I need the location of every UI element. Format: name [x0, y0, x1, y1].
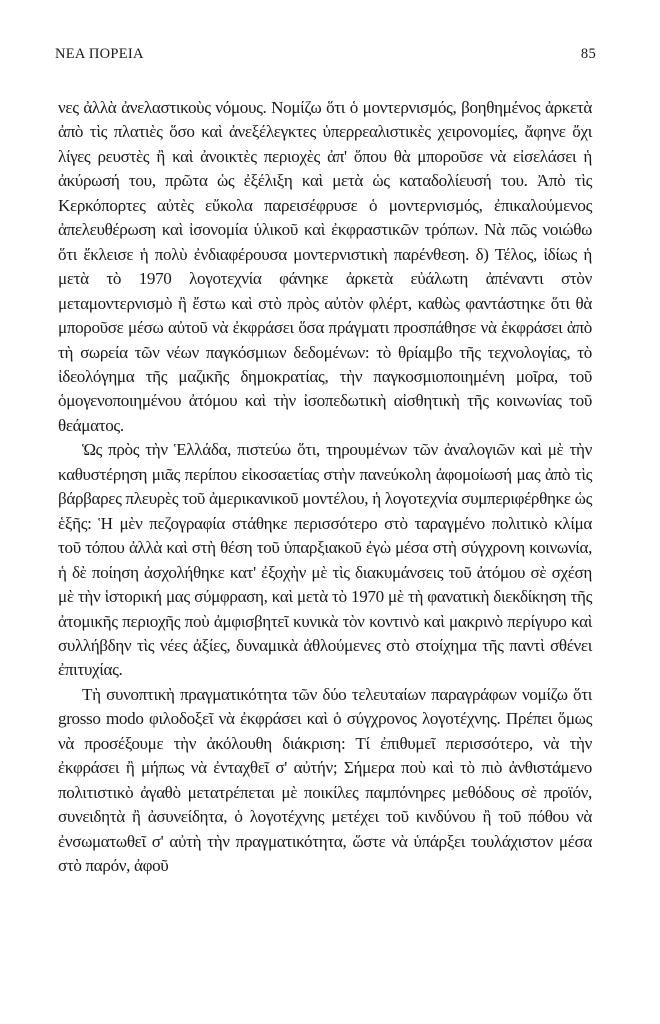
- page-number: 85: [580, 46, 596, 62]
- paragraph-continued: νες ἀλλὰ ἀνελαστικοὺς νόμους. Νομίζω ὅτι ὁ μοντερνισμός, βοηθημένος ἀρκετὰ ἀπὸ τὶς πλατιὲς ὅσο καὶ ἀνεξέλεγκτες ὑπερρεαλιστικὲς χειρονομίες, ἄφηνε ὄχι λίγες ρευστὲς ἢ καὶ ἀνοικτὲς περιοχὲς ἀπ' ὅπου θὰ μποροῦσε νὰ εἰσελάσει ἡ ἀκύρωσή του, πρῶτα ὡς ἐξέλιξη καὶ μετὰ ὡς καταδολίευσή του. Ἀπὸ τὶς Κερκόπορτες αὐτὲς εὔκολα παρεισέφρυσε ὁ μοντερνισμός, ἐπικαλούμενος ἀπελευθέρωση καὶ ἰσονομία ὑλικοῦ καὶ ἐκφραστικῶν τρόπων. Νὰ πῶς νοιώθω ὅτι ἔκλεισε ἡ πολὺ ἐνδιαφέρουσα μοντερνιστικὴ παρένθεση. δ) Τέλος, ἰδίως ἡ μετὰ τὸ 1970 λογοτεχνία φάνηκε ἀρκετὰ εὐάλωτη ἀπέναντι στὸν μεταμοντερνισμὸ ἢ ἔστω καὶ στὸ πρὸς αὐτὸν φλέρτ, καθὼς φαντάστηκε ὅτι θὰ μποροῦσε μέσω αὐτοῦ νὰ ἐκφράσει ὅσα πράγματι προσπάθησε νὰ ἐκφράσει ἀπὸ τὴ σωρεία τῶν νέων παγκόσμιων δεδομένων: τὸ θρίαμβο τῆς τεχνολογίας, τὸ ἰδεολόγημα τῆς μαζικῆς δημοκρατίας, τὴν παγκοσμιοποιημένη μοῖρα, τοῦ ὁμογενοποιημένου ἀτόμου καὶ τὴν ἰσοπεδωτικὴ αἰσθητικὴ τῆς κοινωνίας τοῦ θεάματος.: [58, 98, 592, 435]
- page-header: [55, 46, 596, 70]
- body-text: [58, 96, 592, 879]
- paragraph-greece: Ὡς πρὸς τὴν Ἑλλάδα, πιστεύω ὅτι, τηρουμένων τῶν ἀναλογιῶν καὶ μὲ τὴν καθυστέρηση μιᾶς περίπου εἰκοσαετίας στὴν πανεύκολη ἀφομοίωσή μας ἀπὸ τὶς βάρβαρες πλευρὲς τοῦ ἀμερικανικοῦ μοντέλου, ἡ λογοτεχνία συμπεριφέρθηκε ὡς ἑξῆς: Ἡ μὲν πεζογραφία στάθηκε περισσότερο στὸ ταραγμένο πολιτικὸ κλίμα τοῦ τόπου ἀλλὰ καὶ στὴ θέση τοῦ ὑπαρξιακοῦ ἐγὼ μέσα στὴ σύγχρονη κοινωνία, ἡ δὲ ποίηση ἀσχολήθηκε κατ' ἐξοχὴν μὲ τὶς διακυμάνσεις τοῦ ἀτόμου σὲ σχέση μὲ τὴν ἱστορική μας σύμφραση, καὶ μετὰ τὸ 1970 μὲ τὴ φανατικὴ διεκδίκηση τῆς ἀτομικῆς περιοχῆς ποὺ ἀμφισβητεῖ κυνικὰ τὸν κοντινὸ καὶ μακρινὸ περίγυρο καὶ συλλήβδην τὶς νέες ἀξίες, δυναμικὰ ἀθλούμενες στὸ στοίχημα τῆς παντὶ σθένει ἐπιτυχίας.: [58, 440, 592, 680]
- running-title: ΝΕΑ ΠΟΡΕΙΑ: [55, 46, 144, 62]
- paragraph-contemporary-writer: Τὴ συνοπτικὴ πραγματικότητα τῶν δύο τελευταίων παραγράφων νομίζω ὅτι grosso modo φιλοδοξεῖ νὰ ἐκφράσει καὶ ὁ σύγχρονος λογοτέχνης. Πρέπει ὅμως νὰ προσέξουμε τὴν ἀκόλουθη διάκριση: Τί ἐπιθυμεῖ περισσότερο, νὰ τὴν ἐκφράσει ἢ μήπως νὰ ἐνταχθεῖ σ' αὐτήν; Σήμερα ποὺ καὶ τὸ πιὸ ἀνθιστάμενο πολιτιστικὸ ἀγαθὸ μετατρέπεται μὲ ποικίλες παμπόνηρες μεθόδους σὲ προϊόν, συνειδητὰ ἢ ἀσυνείδητα, ὁ λογοτέχνης μετέχει τοῦ κινδύνου ἢ τοῦ πόθου νὰ ἐνσωματωθεῖ σ' αὐτὴ τὴν πραγματικότητα, ὥστε νὰ ὑπάρξει τουλάχιστον μέσα στὸ παρόν, ἀφοῦ: [58, 684, 592, 876]
